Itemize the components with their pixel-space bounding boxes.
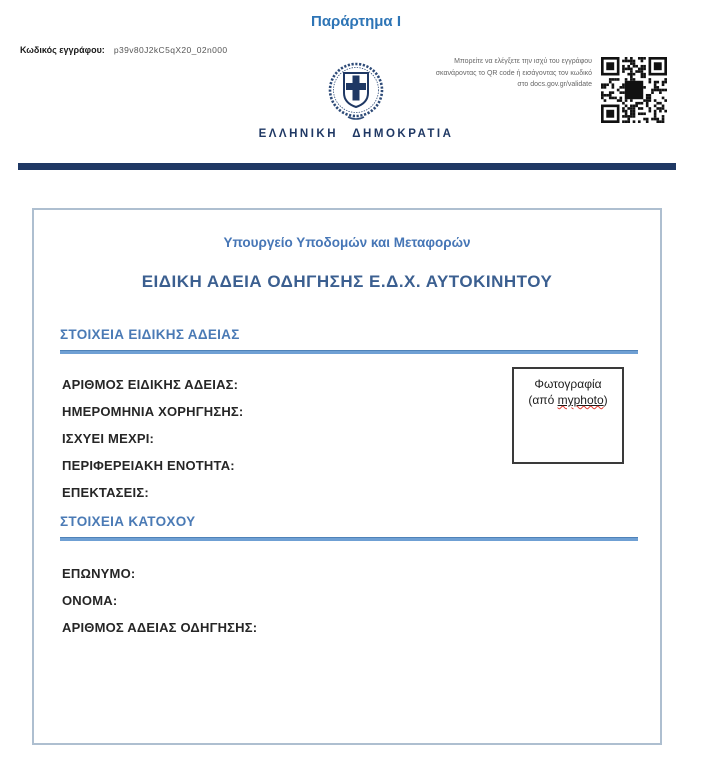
photo-label: Φωτογραφία <box>534 377 602 391</box>
validation-note-line1: Μπορείτε να ελέγξετε την ισχύ του εγγράφου <box>454 58 592 65</box>
validation-note-line3: στο <box>517 81 531 88</box>
license-form-box <box>32 208 662 745</box>
validation-url: docs.gov.gr/validate <box>530 81 592 88</box>
header-divider <box>18 163 676 170</box>
section-rule <box>60 350 638 354</box>
greek-coat-of-arms-icon <box>326 61 386 123</box>
field-label-regional-unit: ΠΕΡΙΦΕΡΕΙΑΚΗ ΕΝΟΤΗΤΑ: <box>62 458 235 473</box>
holder-details-fields <box>62 560 257 641</box>
field-label-surname: ΕΠΩΝΥΜΟ: <box>62 566 136 581</box>
section-heading-holder-details: ΣΤΟΙΧΕΙΑ ΚΑΤΟΧΟΥ <box>60 514 196 529</box>
field-label-issue-date: ΗΜΕΡΟΜΗΝΙΑ ΧΟΡΗΓΗΣΗΣ: <box>62 404 244 419</box>
document-code-label: Κωδικός εγγράφου: <box>20 45 105 55</box>
ministry-title: Υπουργείο Υποδομών και Μεταφορών <box>223 235 471 250</box>
license-details-fields <box>62 371 243 506</box>
photo-placeholder-box <box>512 367 624 464</box>
validation-note-line2: σκανάροντας το QR code ή εισάγοντας τον κωδικό <box>435 69 592 77</box>
field-label-valid-until: ΙΣΧΥΕΙ ΜΕΧΡΙ: <box>62 431 155 446</box>
section-rule <box>60 537 638 541</box>
myphoto-link[interactable]: myphoto <box>557 393 604 407</box>
validation-note <box>432 56 592 91</box>
hellenic-republic-label: ΕΛΛΗΝΙΚΗ ΔΗΜΟΚΡΑΤΙΑ <box>258 128 454 140</box>
field-label-driving-license-number: ΑΡΙΘΜΟΣ ΑΔΕΙΑΣ ΟΔΗΓΗΣΗΣ: <box>62 620 258 635</box>
section-heading-license-details: ΣΤΟΙΧΕΙΑ ΕΙΔΙΚΗΣ ΑΔΕΙΑΣ <box>60 327 240 342</box>
license-title: ΕΙΔΙΚΗ ΑΔΕΙΑ ΟΔΗΓΗΣΗΣ Ε.Δ.Χ. ΑΥΤΟΚΙΝΗΤΟΥ <box>141 272 553 291</box>
field-label-extensions: ΕΠΕΚΤΑΣΕΙΣ: <box>62 485 149 500</box>
qr-code <box>601 57 667 123</box>
field-label-first-name: ΟΝΟΜΑ: <box>62 593 118 608</box>
document-code <box>20 45 228 55</box>
annex-title: Παράρτημα I <box>310 13 401 30</box>
photo-source: (από myphoto) <box>528 393 608 407</box>
field-label-special-license-number: ΑΡΙΘΜΟΣ ΕΙΔΙΚΗΣ ΑΔΕΙΑΣ: <box>62 377 239 392</box>
document-code-value: p39v80J2kC5qX20_02n000 <box>113 45 228 55</box>
